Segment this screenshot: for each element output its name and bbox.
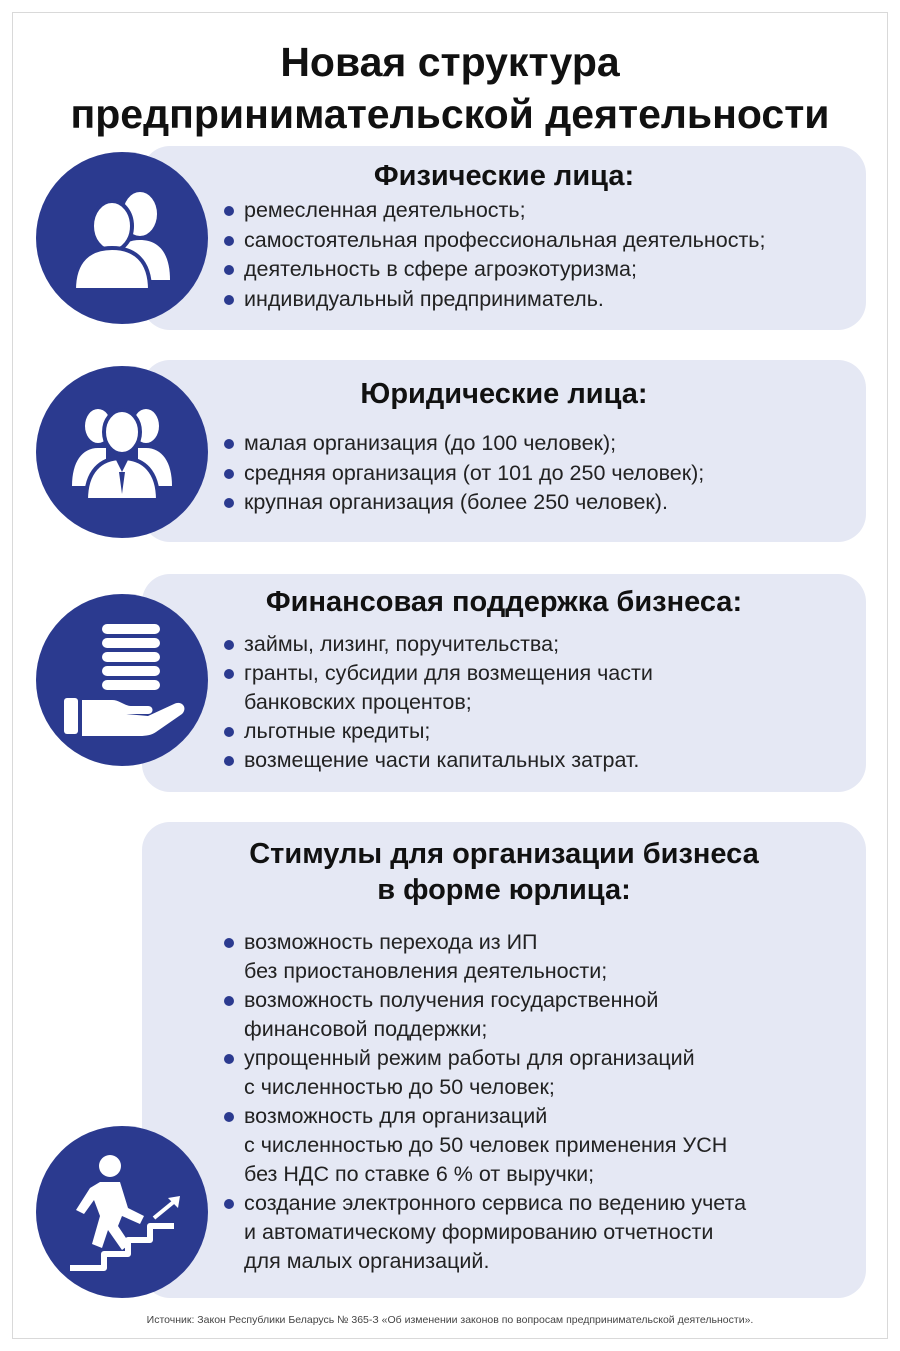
list-item: льготные кредиты; — [224, 717, 653, 746]
list-item: возможность получения государственной финансовой поддержки; — [224, 986, 746, 1044]
list-item: ремесленная деятельность; — [224, 196, 765, 226]
source-note: Источник: Закон Республики Беларусь № 365-З «Об изменении законов по вопросам предпринимательской деятельности». — [146, 1314, 754, 1326]
list-item: возмещение части капитальных затрат. — [224, 746, 653, 775]
persons-icon — [36, 152, 208, 324]
list-item: упрощенный режим работы для организаций с численностью до 50 человек; — [224, 1044, 746, 1102]
section-heading: Финансовая поддержка бизнеса: — [265, 586, 743, 618]
section-heading: Физические лица: — [373, 160, 635, 192]
page-title — [0, 36, 900, 140]
card-incentives — [142, 822, 866, 1298]
list-item: займы, лизинг, поручительства; — [224, 630, 653, 659]
section-heading: Юридические лица: — [360, 378, 648, 410]
heading-line: в форме юрлица: — [377, 874, 631, 906]
list-item: средняя организация (от 101 до 250 человек); — [224, 459, 704, 489]
list-item: возможность для организаций с численностью до 50 человек применения УСН без НДС по ставке 6 % от выручки; — [224, 1102, 746, 1189]
list-item: самостоятельная профессиональная деятельность; — [224, 226, 765, 256]
card-financial-support — [142, 574, 866, 792]
bullet-list — [224, 429, 704, 518]
section-heading — [142, 836, 866, 908]
card-individuals — [142, 146, 866, 330]
list-item: индивидуальный предприниматель. — [224, 285, 765, 315]
business-group-icon — [36, 366, 208, 538]
heading-line: Стимулы для организации бизнеса — [249, 838, 759, 870]
title-line-1: Новая структура — [280, 39, 620, 85]
list-item: создание электронного сервиса по ведению учета и автоматическому формированию отчетности для малых организаций. — [224, 1189, 746, 1276]
bullet-list — [224, 196, 765, 314]
bullet-list — [224, 630, 653, 775]
coins-hand-icon — [36, 594, 208, 766]
bullet-list — [224, 928, 746, 1276]
list-item: гранты, субсидии для возмещения части банковских процентов; — [224, 659, 653, 717]
card-legal-entities — [142, 360, 866, 542]
list-item: деятельность в сфере агроэкотуризма; — [224, 255, 765, 285]
list-item: возможность перехода из ИП без приостановления деятельности; — [224, 928, 746, 986]
stairs-climber-icon — [36, 1126, 208, 1298]
list-item: малая организация (до 100 человек); — [224, 429, 704, 459]
title-line-2: предпринимательской деятельности — [70, 91, 830, 137]
list-item: крупная организация (более 250 человек). — [224, 488, 704, 518]
